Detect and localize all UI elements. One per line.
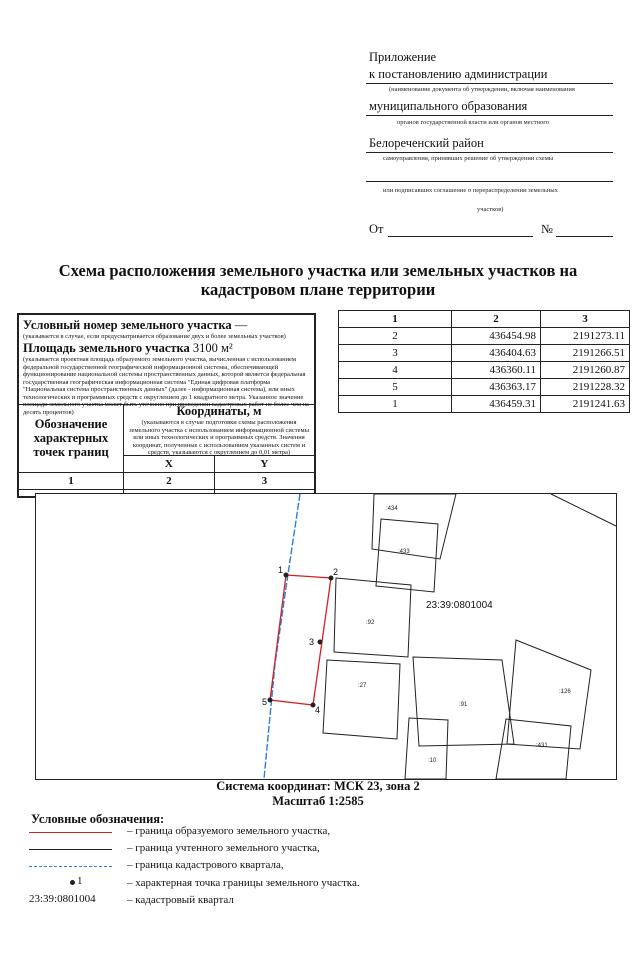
legend-quarter: – кадастровый квартал — [127, 894, 234, 906]
legend-registered-boundary: – граница учтенного земельного участка, — [127, 842, 320, 854]
parcel-label-433: :433 — [398, 549, 410, 555]
header-rule — [366, 181, 613, 182]
note-authorities: органов государственной власти или органов местного — [397, 119, 550, 126]
coordinate-system: Система координат: МСК 23, зона 2 — [216, 779, 420, 793]
appendix-label: Приложение — [369, 50, 437, 64]
parcel-434 — [372, 494, 456, 559]
decree-label: к постановлению администрации — [369, 67, 548, 81]
table-row — [339, 362, 630, 379]
points-header: Обозначение характерных точек границ — [19, 404, 124, 473]
cell-point: 2 — [339, 328, 452, 345]
doc-title-line2: кадастровом плане территории — [200, 280, 436, 299]
cell-y: 2191266.51 — [541, 345, 630, 362]
point-label-3: 3 — [309, 637, 315, 647]
note-self-gov: самоуправления, принявших решение об утверждении схемы — [383, 155, 554, 162]
point-label-2: 2 — [333, 567, 339, 577]
cell-y: 2191241.63 — [541, 396, 630, 413]
legend-title: Условные обозначения: — [31, 812, 165, 826]
boundary-point-3 — [318, 640, 323, 645]
coords-col-3: 3 — [541, 311, 630, 328]
legend-registered-boundary-swatch — [29, 849, 112, 850]
cadastral-map — [35, 493, 617, 780]
col-y-header: Y — [214, 456, 314, 473]
parcel-label-434: :434 — [386, 506, 398, 512]
cell-y: 2191260.87 — [541, 362, 630, 379]
coords-col-2: 2 — [452, 311, 541, 328]
parcel-433 — [376, 519, 438, 592]
coords-note: (указываются в случае подготовки схемы расположения земельного участка с использованием информационной системы или иных технологических и программных средств. Значения координат, полученные с использованием указанных систем и средств, указываются с округлением до 0,01 метра) — [129, 419, 309, 456]
conditional-number-note: (указывается в случае, если предусматривается образование двух и более земельных участков) — [23, 333, 286, 340]
cell-x: 436363.17 — [452, 379, 541, 396]
parcel-431 — [496, 719, 571, 779]
legend-quarter-boundary-swatch — [29, 866, 112, 867]
col-n3: 3 — [214, 473, 314, 490]
parcel-27 — [323, 660, 400, 739]
legend-point-label: 1 — [77, 875, 83, 887]
parcel-10 — [405, 718, 448, 779]
cell-point: 4 — [339, 362, 452, 379]
table-row — [339, 328, 630, 345]
coords-header: Координаты, м — [176, 404, 262, 418]
quarter-label: 23:39:0801004 — [426, 600, 493, 611]
point-label-1: 1 — [278, 565, 284, 575]
legend-quarter-sample: 23:39:0801004 — [29, 893, 96, 905]
boundary-point-5 — [268, 698, 273, 703]
cell-x: 436360.11 — [452, 362, 541, 379]
plot-info-box — [17, 313, 316, 498]
note-doc-name: (наименование документа об утверждении, включая наименования — [389, 86, 575, 93]
parcel-label-126: :126 — [559, 689, 571, 695]
parcel-label-431: :431 — [536, 743, 548, 749]
table-row — [339, 345, 630, 362]
legend-quarter-boundary: – граница кадастрового квартала, — [127, 859, 284, 871]
parcel-label-27: :27 — [358, 683, 367, 689]
header-rule — [366, 115, 613, 116]
coordinates-table — [338, 310, 630, 413]
cell-y: 2191273.11 — [541, 328, 630, 345]
col-n1: 1 — [19, 473, 124, 490]
from-label: От — [369, 222, 384, 236]
cell-point: 1 — [339, 396, 452, 413]
parcel-boundary-edge — [551, 494, 616, 526]
area-note: (указывается проектная площадь образуемого земельного участка, вычисленная с использованием федеральной государственной географической информационной системы, обеспечивающей функционирование национальной системы пространственных данных, которой является федеральная государственная географическая информационная система "Единая цифровая платформа "Национальная система пространственных данных" (далее - информационная система), или иных технологических и программных средств с округлением до 1 квадратного метра. Указанное значение площади земельного участка может быть уточнено при проведении кадастровых работ не более чем на десять процентов) — [23, 356, 309, 416]
parcel-92 — [334, 578, 411, 657]
conditional-number-label: Условный номер земельного участка — [23, 318, 232, 332]
note-agreement: или подписавших соглашение о перераспределении земельных — [383, 187, 558, 194]
map-canvas — [36, 494, 616, 779]
header-rule — [366, 152, 613, 153]
col-n2: 2 — [124, 473, 215, 490]
note-plots: участков) — [477, 206, 504, 213]
conditional-number-value: — — [234, 318, 248, 332]
map-scale: Масштаб 1:2585 — [272, 794, 364, 808]
cell-x: 436404.63 — [452, 345, 541, 362]
legend-boundary-point: – характерная точка границы земельного участка. — [127, 877, 360, 889]
quarter-boundary — [264, 494, 300, 779]
boundary-point-1 — [284, 573, 289, 578]
parcel-label-91: :91 — [459, 702, 468, 708]
area-value: 3100 м² — [192, 341, 233, 355]
parcel-126 — [507, 640, 591, 749]
coords-col-1: 1 — [339, 311, 452, 328]
parcel-label-92: :92 — [366, 620, 375, 626]
number-field — [556, 236, 613, 237]
municipality-label: муниципального образования — [369, 99, 528, 113]
first-point-table — [19, 404, 314, 506]
parcel-label-10: :10 — [428, 758, 437, 764]
legend-new-boundary: – граница образуемого земельного участка, — [127, 825, 331, 837]
number-label: № — [541, 222, 553, 236]
legend-new-boundary-swatch — [29, 832, 112, 833]
area-label: Площадь земельного участка — [23, 341, 190, 355]
cell-y: 2191228.32 — [541, 379, 630, 396]
col-x-header: X — [124, 456, 215, 473]
header-rule — [366, 83, 613, 84]
cell-point: 3 — [339, 345, 452, 362]
table-row — [339, 396, 630, 413]
doc-title-line1: Схема расположения земельного участка или земельных участков на — [58, 261, 578, 280]
district-label: Белореченский район — [369, 136, 484, 150]
point-label-4: 4 — [315, 705, 321, 715]
date-field — [388, 236, 533, 237]
point-label-5: 5 — [262, 697, 268, 707]
table-row — [339, 379, 630, 396]
cell-x: 436454.98 — [452, 328, 541, 345]
cell-point: 5 — [339, 379, 452, 396]
legend-point-swatch — [70, 880, 75, 885]
cell-x: 436459.31 — [452, 396, 541, 413]
